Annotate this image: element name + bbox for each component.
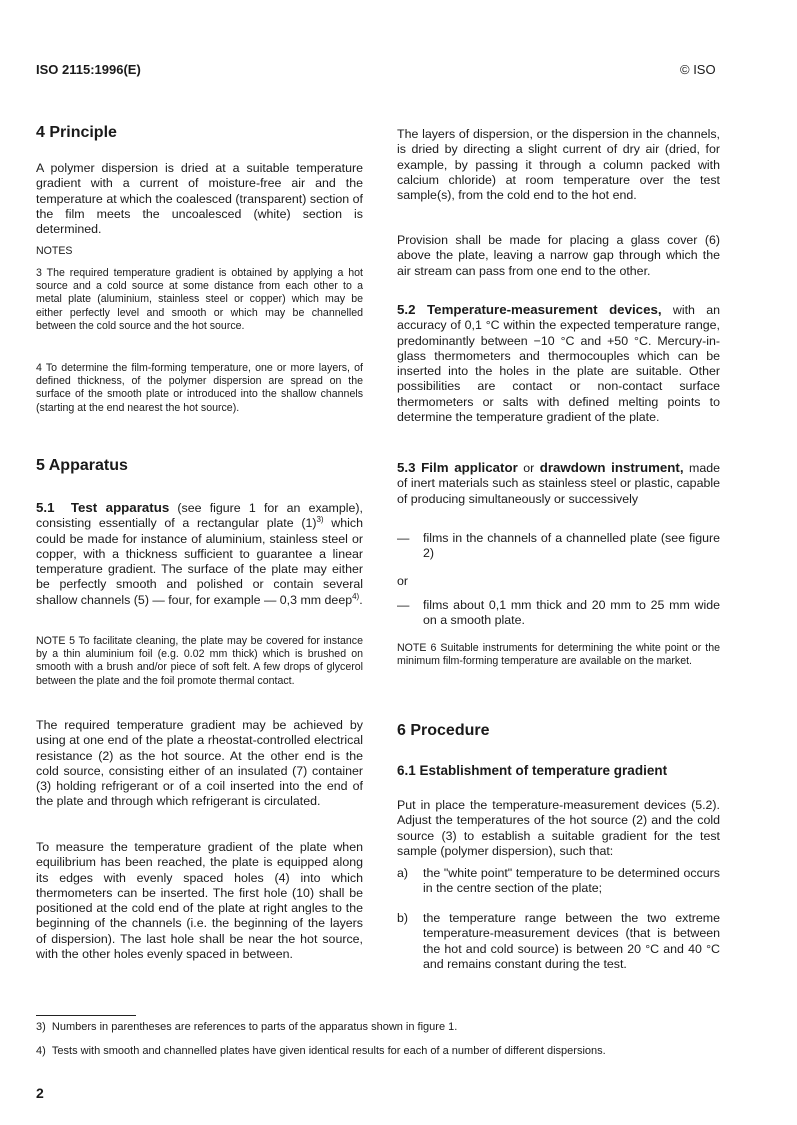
footnote-text: Numbers in parentheses are references to parts of the apparatus shown in figure 1. xyxy=(51,1021,458,1033)
section-5-1-text: (see figure 1 for an example), consisting essentially of a rectangular plate (1) xyxy=(36,501,363,531)
section-6-1-paragraph: Put in place the temperature-measurement devices (5.2). Adjust the temperatures of the hot source (2) and the cold source (3) to establish a suitable gradient for the test sample (polymer dispersion), such that: xyxy=(397,798,720,858)
list-item-text: films about 0,1 mm thick and 20 mm to 25 mm wide on a smooth plate. xyxy=(423,598,720,628)
footnote-ref-4: 4) xyxy=(352,591,360,601)
dash-marker: — xyxy=(397,531,410,545)
principle-paragraph: A polymer dispersion is dried at a suitable temperature gradient with a current of moisture-free air and the temperature at which the coalesced (transparent) section of the film meets the uncoalesced (white) section is determined. xyxy=(36,161,363,237)
section-5-3-heading-alt: drawdown instrument, xyxy=(539,460,684,475)
list-item-b xyxy=(397,911,720,972)
list-item-text: the "white point" temperature to be determined occurs in the centre section of the plate; xyxy=(423,866,720,896)
list-item-a xyxy=(397,866,720,897)
gradient-paragraph: The required temperature gradient may be achieved by using at one end of the plate a rheostat-controlled electrical resistance (2) as the hot source. At the other end is the cold source, consisting either of an insulated (7) container (3) holding refrigerant or of a coil inserted into the end of the plate and through which refrigerant is circulated. xyxy=(36,718,363,809)
or-text: or xyxy=(517,461,540,475)
section-6-heading: 6 Procedure xyxy=(397,722,490,739)
footnote-marker: 3) xyxy=(36,1021,46,1033)
note-4: 4 To determine the film-forming temperature, one or more layers, of defined thickness, of the polymer dispersion are spread on the surface of the smooth plate or introduced into the shallow channels (starting at the end nearest the hot source). xyxy=(36,362,363,414)
list-marker: a) xyxy=(397,866,409,880)
page-number: 2 xyxy=(36,1085,44,1101)
section-5-3-paragraph xyxy=(397,460,720,507)
section-4-heading: 4 Principle xyxy=(36,124,117,141)
footnote-3 xyxy=(36,1021,736,1034)
section-5-1-number: 5.1 xyxy=(36,500,55,515)
note-5: NOTE 5 To facilitate cleaning, the plate may be covered for instance by a thin aluminium foil (e.g. 0.02 mm thick) which is brushed on smooth with a brush and/or piece of soft felt. A few drops of glycerol between the plate and the foil promote thermal contact. xyxy=(36,635,363,687)
section-5-3-heading: 5.3 Film applicator xyxy=(397,460,518,475)
drying-paragraph: The layers of dispersion, or the dispersion in the channels, is dried by directing a slight current of dry air (dried, for example, by passing it through a column packed with calcium chloride) at room temperature over the test sample(s), from the cold end to the hot end. xyxy=(397,127,720,203)
copyright: © ISO xyxy=(680,62,716,77)
glass-cover-paragraph: Provision shall be made for placing a glass cover (6) above the plate, leaving a narrow gap through which the air stream can pass from one end to the other. xyxy=(397,233,720,278)
period: . xyxy=(359,592,363,607)
or-separator: or xyxy=(397,574,409,588)
notes-label: NOTES xyxy=(36,245,73,257)
note-6: NOTE 6 Suitable instruments for determining the white point or the minimum film-forming temperature are available on the market. xyxy=(397,642,720,668)
footnote-text: Tests with smooth and channelled plates have given identical results for each of a number of different dispersions. xyxy=(51,1045,606,1057)
section-5-1-heading: Test apparatus xyxy=(70,500,170,515)
section-5-heading: 5 Apparatus xyxy=(36,457,128,474)
section-5-2-heading: 5.2 Temperature-measurement devices, xyxy=(397,302,662,317)
list-item xyxy=(397,531,720,562)
list-item-text: the temperature range between the two extreme temperature-measurement devices (that is between the hot and cold source) is between 20 °C and 40 °C and remains constant during the test. xyxy=(423,911,720,971)
list-marker: b) xyxy=(397,911,409,925)
note-3: 3 The required temperature gradient is obtained by applying a hot source and a cold source at some distance from each other to a metal plate (aluminium, stainless steel or copper) which may be either perfectly level and smooth or which may be channelled between the cold source and the hot source. xyxy=(36,267,363,332)
list-item-text: films in the channels of a channelled plate (see figure 2) xyxy=(423,531,720,561)
section-5-2-text: with an accuracy of 0,1 °C within the expected temperature range, predominantly between −10 °C and +50 °C. Mercury-in-glass thermometers and thermocouples which can be inserted into the holes in the plate are suitable. Other possibilities are contact or non-contact surface thermometers or salts with defined melting points to determine the temperature gradient of the plate. xyxy=(397,303,720,425)
measurement-paragraph: To measure the temperature gradient of the plate when equilibrium has been reached, the plate is equipped along its edges with evenly spaced holes (4) into which thermometers can be inserted. The first hole (10) shall be positioned at the cold end of the plate at right angles to the beginning of the channels (i.e. the beginning of the layers of dispersion). The last hole shall be near the hot source, with the other holes evenly spaced in between. xyxy=(36,840,363,962)
section-5-1-paragraph xyxy=(36,500,363,608)
section-5-3-text: made of inert materials such as stainless steel or plastic, capable of producing simultaneously or successively xyxy=(397,461,721,506)
list-item xyxy=(397,598,720,629)
footnote-ref-3: 3) xyxy=(316,515,324,525)
footnote-rule xyxy=(36,1015,136,1016)
section-5-2-paragraph xyxy=(397,302,720,425)
document-id: ISO 2115:1996(E) xyxy=(36,62,141,77)
section-5-1-text-cont: which could be made for instance of aluminium, stainless steel or copper, with a thickness sufficient to guarantee a linear temperature gradient. The surface of the plate may either be perfectly smooth and polished or contain several shallow channels (5) — four, for example — 0,3 mm deep xyxy=(36,516,363,607)
section-6-1-heading: 6.1 Establishment of temperature gradient xyxy=(397,763,668,778)
footnote-4 xyxy=(36,1045,736,1058)
footnote-marker: 4) xyxy=(36,1045,46,1057)
dash-marker: — xyxy=(397,598,410,612)
